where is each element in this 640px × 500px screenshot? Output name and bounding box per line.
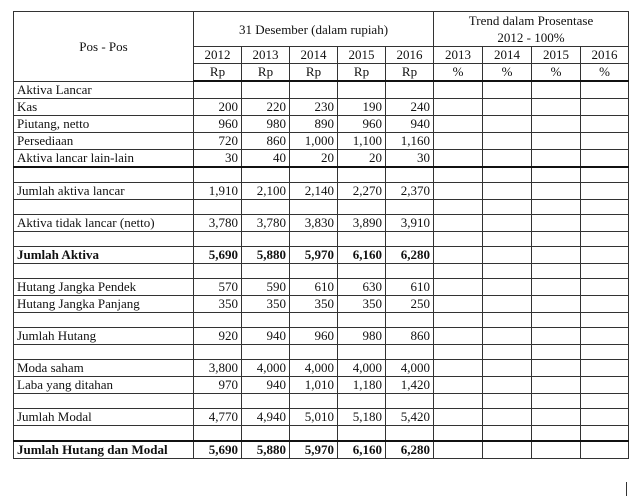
trend-cell bbox=[434, 167, 483, 183]
trend-base: 2012 - 100% bbox=[497, 30, 565, 45]
trend-cell bbox=[532, 345, 581, 360]
value-cell bbox=[290, 313, 338, 328]
table-row bbox=[14, 150, 629, 168]
row-label: Aktiva lancar lain-lain bbox=[14, 150, 194, 168]
value-cell bbox=[194, 200, 242, 215]
row-label: Persediaan bbox=[14, 133, 194, 150]
value-cell: 5,010 bbox=[290, 409, 338, 426]
value-cell: 610 bbox=[290, 279, 338, 296]
trend-cell bbox=[483, 279, 532, 296]
trend-cell bbox=[434, 81, 483, 99]
value-cell: 960 bbox=[290, 328, 338, 345]
value-cell: 940 bbox=[242, 328, 290, 345]
value-cell bbox=[242, 264, 290, 279]
value-cell bbox=[386, 313, 434, 328]
trend-group-header bbox=[434, 12, 629, 47]
value-cell bbox=[242, 232, 290, 247]
trend-cell bbox=[532, 215, 581, 232]
trend-cell bbox=[434, 264, 483, 279]
row-label: Piutang, netto bbox=[14, 116, 194, 133]
trend-cell bbox=[483, 99, 532, 116]
trend-cell bbox=[483, 200, 532, 215]
value-cell bbox=[194, 264, 242, 279]
trend-cell bbox=[483, 81, 532, 99]
value-cell: 30 bbox=[194, 150, 242, 168]
value-cell: 1,160 bbox=[386, 133, 434, 150]
trend-cell bbox=[434, 150, 483, 168]
trend-year-header: 2015 bbox=[532, 47, 581, 64]
trend-cell bbox=[532, 360, 581, 377]
trend-cell bbox=[532, 99, 581, 116]
trend-cell bbox=[483, 247, 532, 264]
table-row bbox=[14, 215, 629, 232]
value-cell bbox=[194, 345, 242, 360]
trend-cell bbox=[483, 377, 532, 394]
row-label: Jumlah aktiva lancar bbox=[14, 183, 194, 200]
trend-cell bbox=[532, 133, 581, 150]
year-header: 2012 bbox=[194, 47, 242, 64]
value-cell bbox=[242, 81, 290, 99]
value-cell bbox=[194, 313, 242, 328]
trend-cell bbox=[483, 150, 532, 168]
row-label bbox=[14, 167, 194, 183]
table-row bbox=[14, 81, 629, 99]
value-cell: 940 bbox=[386, 116, 434, 133]
value-cell: 5,420 bbox=[386, 409, 434, 426]
value-cell: 1,910 bbox=[194, 183, 242, 200]
value-cell: 5,690 bbox=[194, 247, 242, 264]
spacer-row bbox=[14, 345, 629, 360]
row-label: Aktiva Lancar bbox=[14, 81, 194, 99]
trend-cell bbox=[483, 360, 532, 377]
value-cell bbox=[386, 232, 434, 247]
spacer-row bbox=[14, 313, 629, 328]
value-cell: 350 bbox=[242, 296, 290, 313]
table-row bbox=[14, 328, 629, 345]
value-cell bbox=[194, 426, 242, 442]
value-cell bbox=[290, 200, 338, 215]
trend-cell bbox=[532, 150, 581, 168]
trend-cell bbox=[483, 296, 532, 313]
unit-pct: % bbox=[434, 64, 483, 82]
value-cell bbox=[194, 232, 242, 247]
value-cell: 720 bbox=[194, 133, 242, 150]
value-cell: 5,970 bbox=[290, 441, 338, 459]
value-cell: 6,280 bbox=[386, 441, 434, 459]
value-cell: 5,690 bbox=[194, 441, 242, 459]
table-row bbox=[14, 247, 629, 264]
trend-cell bbox=[532, 426, 581, 442]
value-cell bbox=[338, 167, 386, 183]
value-cell bbox=[338, 232, 386, 247]
table-row bbox=[14, 377, 629, 394]
value-cell: 940 bbox=[242, 377, 290, 394]
value-cell bbox=[242, 394, 290, 409]
trend-cell bbox=[483, 232, 532, 247]
value-cell bbox=[386, 200, 434, 215]
value-cell: 590 bbox=[242, 279, 290, 296]
trend-cell bbox=[434, 215, 483, 232]
date-group-header: 31 Desember (dalam rupiah) bbox=[194, 12, 434, 47]
value-cell: 5,970 bbox=[290, 247, 338, 264]
value-cell: 3,780 bbox=[194, 215, 242, 232]
row-label bbox=[14, 200, 194, 215]
trend-cell bbox=[532, 409, 581, 426]
trend-cell bbox=[581, 360, 629, 377]
table-row bbox=[14, 360, 629, 377]
pos-pos-header: Pos - Pos bbox=[14, 12, 194, 82]
trend-cell bbox=[434, 377, 483, 394]
value-cell: 2,100 bbox=[242, 183, 290, 200]
value-cell bbox=[242, 345, 290, 360]
trend-cell bbox=[532, 183, 581, 200]
value-cell bbox=[242, 313, 290, 328]
spacer-row bbox=[14, 232, 629, 247]
trend-cell bbox=[581, 264, 629, 279]
value-cell bbox=[194, 81, 242, 99]
value-cell: 350 bbox=[194, 296, 242, 313]
trend-cell bbox=[581, 167, 629, 183]
value-cell: 20 bbox=[338, 150, 386, 168]
table-row bbox=[14, 133, 629, 150]
spacer-row bbox=[14, 426, 629, 442]
value-cell bbox=[290, 345, 338, 360]
value-cell: 4,000 bbox=[290, 360, 338, 377]
value-cell bbox=[242, 167, 290, 183]
trend-cell bbox=[483, 133, 532, 150]
value-cell bbox=[386, 167, 434, 183]
unit-rp: Rp bbox=[290, 64, 338, 82]
unit-pct: % bbox=[483, 64, 532, 82]
trend-cell bbox=[483, 441, 532, 459]
trend-cell bbox=[532, 394, 581, 409]
value-cell: 2,370 bbox=[386, 183, 434, 200]
value-cell: 3,830 bbox=[290, 215, 338, 232]
trend-cell bbox=[434, 394, 483, 409]
value-cell: 860 bbox=[386, 328, 434, 345]
value-cell: 4,940 bbox=[242, 409, 290, 426]
trend-cell bbox=[483, 394, 532, 409]
value-cell: 6,160 bbox=[338, 247, 386, 264]
value-cell: 4,000 bbox=[386, 360, 434, 377]
row-label: Jumlah Hutang dan Modal bbox=[14, 441, 194, 459]
value-cell: 610 bbox=[386, 279, 434, 296]
trend-cell bbox=[581, 215, 629, 232]
value-cell bbox=[338, 394, 386, 409]
balance-sheet-table bbox=[13, 11, 629, 459]
table-row bbox=[14, 99, 629, 116]
trend-cell bbox=[581, 377, 629, 394]
value-cell: 5,180 bbox=[338, 409, 386, 426]
value-cell: 2,140 bbox=[290, 183, 338, 200]
value-cell: 1,420 bbox=[386, 377, 434, 394]
year-header: 2013 bbox=[242, 47, 290, 64]
trend-cell bbox=[434, 345, 483, 360]
trend-cell bbox=[483, 328, 532, 345]
trend-cell bbox=[532, 264, 581, 279]
trend-cell bbox=[483, 116, 532, 133]
row-label bbox=[14, 313, 194, 328]
value-cell: 20 bbox=[290, 150, 338, 168]
value-cell bbox=[290, 167, 338, 183]
row-label bbox=[14, 232, 194, 247]
trend-cell bbox=[434, 200, 483, 215]
trend-cell bbox=[532, 232, 581, 247]
value-cell bbox=[338, 200, 386, 215]
trend-cell bbox=[434, 426, 483, 442]
value-cell: 960 bbox=[194, 116, 242, 133]
value-cell: 3,780 bbox=[242, 215, 290, 232]
value-cell bbox=[338, 345, 386, 360]
trend-cell bbox=[532, 296, 581, 313]
value-cell: 980 bbox=[338, 328, 386, 345]
trend-cell bbox=[581, 116, 629, 133]
trend-cell bbox=[581, 279, 629, 296]
trend-cell bbox=[581, 133, 629, 150]
trend-cell bbox=[434, 116, 483, 133]
row-label: Hutang Jangka Panjang bbox=[14, 296, 194, 313]
row-label bbox=[14, 426, 194, 442]
value-cell: 200 bbox=[194, 99, 242, 116]
table-row bbox=[14, 183, 629, 200]
trend-cell bbox=[483, 345, 532, 360]
trend-cell bbox=[434, 247, 483, 264]
trend-cell bbox=[581, 441, 629, 459]
value-cell bbox=[386, 264, 434, 279]
value-cell: 40 bbox=[242, 150, 290, 168]
unit-pct: % bbox=[581, 64, 629, 82]
table-row bbox=[14, 116, 629, 133]
value-cell: 1,180 bbox=[338, 377, 386, 394]
trend-cell bbox=[532, 167, 581, 183]
spacer-row bbox=[14, 394, 629, 409]
row-label bbox=[14, 345, 194, 360]
trend-cell bbox=[581, 296, 629, 313]
value-cell: 1,000 bbox=[290, 133, 338, 150]
row-label: Jumlah Aktiva bbox=[14, 247, 194, 264]
trend-cell bbox=[532, 81, 581, 99]
value-cell bbox=[386, 345, 434, 360]
value-cell: 2,270 bbox=[338, 183, 386, 200]
trend-cell bbox=[581, 150, 629, 168]
value-cell bbox=[338, 313, 386, 328]
value-cell bbox=[386, 426, 434, 442]
value-cell: 630 bbox=[338, 279, 386, 296]
value-cell bbox=[242, 200, 290, 215]
unit-rp: Rp bbox=[386, 64, 434, 82]
year-header: 2014 bbox=[290, 47, 338, 64]
edge-mark bbox=[626, 482, 627, 496]
trend-cell bbox=[532, 441, 581, 459]
row-label: Jumlah Modal bbox=[14, 409, 194, 426]
row-label bbox=[14, 394, 194, 409]
value-cell bbox=[194, 167, 242, 183]
value-cell: 350 bbox=[290, 296, 338, 313]
trend-cell bbox=[581, 394, 629, 409]
trend-cell bbox=[434, 409, 483, 426]
value-cell bbox=[290, 394, 338, 409]
year-header: 2015 bbox=[338, 47, 386, 64]
unit-rp: Rp bbox=[242, 64, 290, 82]
value-cell: 980 bbox=[242, 116, 290, 133]
trend-cell bbox=[581, 328, 629, 345]
trend-cell bbox=[483, 167, 532, 183]
row-label: Laba yang ditahan bbox=[14, 377, 194, 394]
trend-year-header: 2016 bbox=[581, 47, 629, 64]
value-cell: 4,000 bbox=[338, 360, 386, 377]
value-cell bbox=[290, 81, 338, 99]
row-label: Aktiva tidak lancar (netto) bbox=[14, 215, 194, 232]
value-cell bbox=[290, 264, 338, 279]
value-cell: 1,010 bbox=[290, 377, 338, 394]
value-cell: 240 bbox=[386, 99, 434, 116]
table-row bbox=[14, 296, 629, 313]
trend-cell bbox=[581, 81, 629, 99]
trend-cell bbox=[483, 264, 532, 279]
trend-cell bbox=[581, 345, 629, 360]
trend-cell bbox=[483, 409, 532, 426]
trend-cell bbox=[434, 133, 483, 150]
value-cell bbox=[194, 394, 242, 409]
table-row bbox=[14, 279, 629, 296]
trend-cell bbox=[434, 99, 483, 116]
value-cell: 920 bbox=[194, 328, 242, 345]
spacer-row bbox=[14, 167, 629, 183]
value-cell: 5,880 bbox=[242, 441, 290, 459]
trend-cell bbox=[434, 296, 483, 313]
unit-pct: % bbox=[532, 64, 581, 82]
trend-cell bbox=[434, 183, 483, 200]
value-cell: 190 bbox=[338, 99, 386, 116]
trend-cell bbox=[581, 99, 629, 116]
trend-cell bbox=[434, 279, 483, 296]
value-cell bbox=[242, 426, 290, 442]
value-cell: 1,100 bbox=[338, 133, 386, 150]
value-cell: 860 bbox=[242, 133, 290, 150]
trend-cell bbox=[581, 426, 629, 442]
row-label: Hutang Jangka Pendek bbox=[14, 279, 194, 296]
header-row-top bbox=[14, 12, 629, 47]
trend-cell bbox=[434, 441, 483, 459]
trend-cell bbox=[532, 200, 581, 215]
year-header: 2016 bbox=[386, 47, 434, 64]
value-cell: 890 bbox=[290, 116, 338, 133]
value-cell: 250 bbox=[386, 296, 434, 313]
value-cell: 30 bbox=[386, 150, 434, 168]
value-cell: 970 bbox=[194, 377, 242, 394]
value-cell: 230 bbox=[290, 99, 338, 116]
trend-cell bbox=[581, 409, 629, 426]
trend-cell bbox=[532, 116, 581, 133]
value-cell bbox=[338, 426, 386, 442]
trend-cell bbox=[483, 313, 532, 328]
value-cell bbox=[290, 232, 338, 247]
value-cell: 960 bbox=[338, 116, 386, 133]
value-cell: 3,890 bbox=[338, 215, 386, 232]
spacer-row bbox=[14, 264, 629, 279]
value-cell: 350 bbox=[338, 296, 386, 313]
trend-cell bbox=[532, 247, 581, 264]
trend-cell bbox=[581, 183, 629, 200]
row-label: Moda saham bbox=[14, 360, 194, 377]
trend-year-header: 2014 bbox=[483, 47, 532, 64]
trend-cell bbox=[483, 215, 532, 232]
value-cell bbox=[290, 426, 338, 442]
row-label: Kas bbox=[14, 99, 194, 116]
value-cell: 220 bbox=[242, 99, 290, 116]
trend-year-header: 2013 bbox=[434, 47, 483, 64]
trend-cell bbox=[483, 426, 532, 442]
trend-cell bbox=[434, 232, 483, 247]
trend-cell bbox=[581, 313, 629, 328]
row-label bbox=[14, 264, 194, 279]
table-row bbox=[14, 409, 629, 426]
trend-cell bbox=[483, 183, 532, 200]
value-cell: 3,910 bbox=[386, 215, 434, 232]
value-cell: 570 bbox=[194, 279, 242, 296]
trend-cell bbox=[532, 313, 581, 328]
trend-cell bbox=[434, 360, 483, 377]
spacer-row bbox=[14, 200, 629, 215]
value-cell: 4,000 bbox=[242, 360, 290, 377]
value-cell bbox=[338, 264, 386, 279]
trend-cell bbox=[434, 328, 483, 345]
unit-rp: Rp bbox=[338, 64, 386, 82]
trend-cell bbox=[434, 313, 483, 328]
trend-cell bbox=[581, 232, 629, 247]
trend-cell bbox=[532, 377, 581, 394]
table-row bbox=[14, 441, 629, 459]
trend-title: Trend dalam Prosentase bbox=[468, 13, 594, 28]
value-cell bbox=[386, 394, 434, 409]
value-cell: 4,770 bbox=[194, 409, 242, 426]
row-label: Jumlah Hutang bbox=[14, 328, 194, 345]
unit-rp: Rp bbox=[194, 64, 242, 82]
value-cell bbox=[338, 81, 386, 99]
value-cell: 6,160 bbox=[338, 441, 386, 459]
trend-cell bbox=[581, 247, 629, 264]
trend-cell bbox=[532, 279, 581, 296]
value-cell: 5,880 bbox=[242, 247, 290, 264]
value-cell bbox=[386, 81, 434, 99]
trend-cell bbox=[532, 328, 581, 345]
trend-cell bbox=[581, 200, 629, 215]
value-cell: 6,280 bbox=[386, 247, 434, 264]
value-cell: 3,800 bbox=[194, 360, 242, 377]
